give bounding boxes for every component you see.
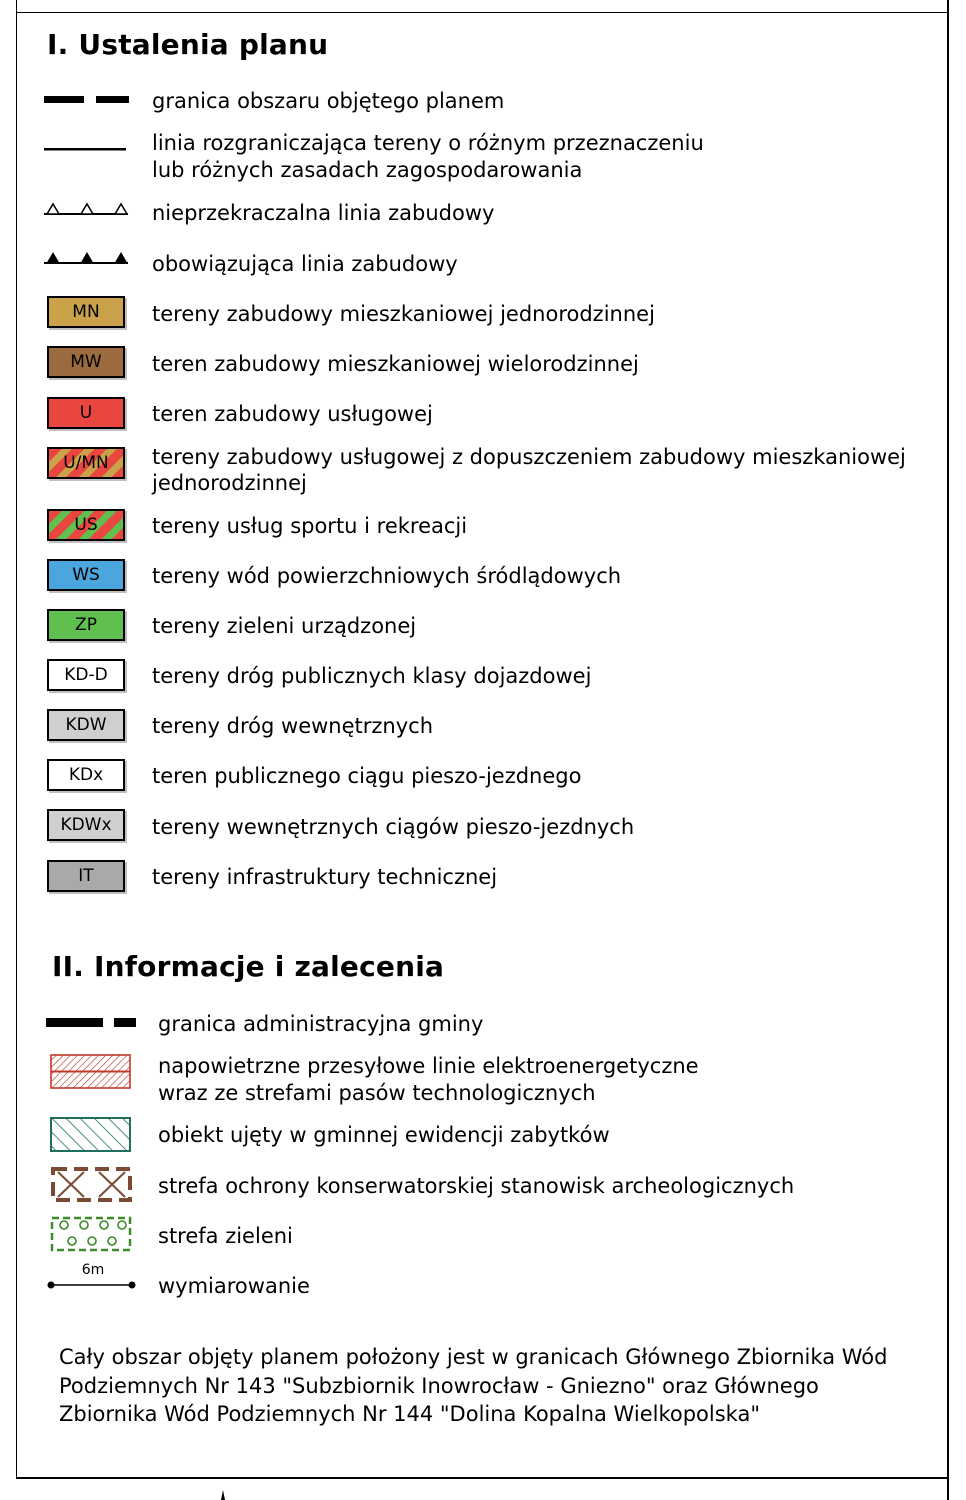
legend-label-us: tereny usług sportu i rekreacji [152,514,468,538]
legend-label-kdx: teren publicznego ciągu pieszo-jezdnego [152,764,582,788]
zone-swatch-zp [47,609,125,641]
zone-swatch-mn [47,296,125,328]
legend-label-archaeology: strefa ochrony konserwatorskiej stanowisk archeologicznych [158,1174,795,1198]
frame-bottom-border [16,1477,949,1479]
frame-left-border [16,0,17,1478]
zone-swatch-u-mn [47,447,125,479]
zone-code-ws: WS [72,564,100,585]
dimension-line-symbol [46,1279,138,1291]
legend-label-u-mn-1: tereny zabudowy usługowej z dopuszczeniem zabudowy mieszkaniowej [152,445,906,469]
zone-swatch-kd-d [47,659,125,691]
archaeology-zone-symbol [50,1166,134,1204]
dividing-line-symbol [44,146,128,152]
legend-label-kdw: tereny dróg wewnętrznych [152,714,433,738]
zone-code-mn: MN [72,301,100,322]
legend-label-it: tereny infrastruktury technicznej [152,865,498,889]
legend-label-mn: tereny zabudowy mieszkaniowej jednorodzinnej [152,302,655,326]
green-zone-symbol [50,1216,134,1254]
legend-label-dimension: wymiarowanie [158,1274,310,1298]
plan-boundary-symbol [44,95,130,105]
frame-right-border [947,0,949,1500]
note-line-3: Zbiornika Wód Podziemnych Nr 144 "Dolina Kopalna Wielkopolska" [59,1402,760,1426]
zone-code-us: US [74,514,98,535]
zone-code-kdwx: KDWx [60,814,112,835]
legend-label-u: teren zabudowy usługowej [152,402,433,426]
zone-swatch-ws [47,559,125,591]
legend-label-mw: teren zabudowy mieszkaniowej wielorodzinnej [152,352,639,376]
zone-swatch-kdx [47,759,125,791]
heritage-object-symbol [50,1117,132,1153]
zone-code-kdw: KDW [65,714,107,735]
north-arrow-tip [218,1490,228,1500]
legend-label-non-exceedable-line: nieprzekraczalna linia zabudowy [152,201,495,225]
zone-code-zp: ZP [75,614,97,635]
zone-code-u: U [79,402,93,423]
legend-label-dividing-line-2: lub różnych zasadach zagospodarowania [152,158,583,182]
legend-label-heritage: obiekt ujęty w gminnej ewidencji zabytków [158,1123,610,1147]
zone-swatch-mw [47,346,125,378]
zone-code-it: IT [78,865,94,886]
section-2-title: II. Informacje i zalecenia [52,950,445,983]
zone-swatch-u [47,397,125,429]
note-line-2: Podziemnych Nr 143 "Subzbiornik Inowrocław - Gniezno" oraz Głównego [59,1373,819,1398]
zone-swatch-us [47,509,125,541]
mandatory-building-line-symbol [44,250,130,266]
groundwater-note [59,1343,887,1429]
note-line-1: Cały obszar objęty planem położony jest w granicach Głównego Zbiornika Wód [59,1345,888,1369]
legend-label-green-zone: strefa zieleni [158,1224,293,1248]
legend-label-mandatory-line: obowiązująca linia zabudowy [152,252,458,276]
legend-label-kdwx: tereny wewnętrznych ciągów pieszo-jezdnych [152,815,635,839]
zone-swatch-kdwx [47,809,125,841]
legend-label-power-line-2: wraz ze strefami pasów technologicznych [158,1081,596,1105]
legend-label-power-line-1: napowietrzne przesyłowe linie elektroenergetyczne [158,1054,699,1078]
legend-label-plan-boundary: granica obszaru objętego planem [152,89,505,113]
legend-label-zp: tereny zieleni urządzonej [152,614,417,638]
legend-label-u-mn-2: jednorodzinnej [152,471,307,495]
zone-code-u-mn: U/MN [63,452,109,473]
legend-label-dividing-line-1: linia rozgraniczająca tereny o różnym przeznaczeniu [152,131,704,155]
frame-top-border [16,12,949,13]
zone-code-kdx: KDx [68,764,104,785]
legend-label-admin-boundary: granica administracyjna gminy [158,1012,484,1036]
admin-boundary-symbol [46,1017,136,1029]
dimension-label: 6m [81,1262,105,1278]
non-exceedable-building-line-symbol [44,201,130,217]
power-line-zone-symbol [50,1054,132,1090]
legend-label-kd-d: tereny dróg publicznych klasy dojazdowej [152,664,592,688]
zone-code-mw: MW [70,351,102,372]
zone-swatch-kdw [47,709,125,741]
legend-label-ws: tereny wód powierzchniowych śródlądowych [152,564,622,588]
zone-code-kd-d: KD-D [64,664,108,685]
section-1-title: I. Ustalenia planu [47,28,329,61]
zone-swatch-it [47,860,125,892]
